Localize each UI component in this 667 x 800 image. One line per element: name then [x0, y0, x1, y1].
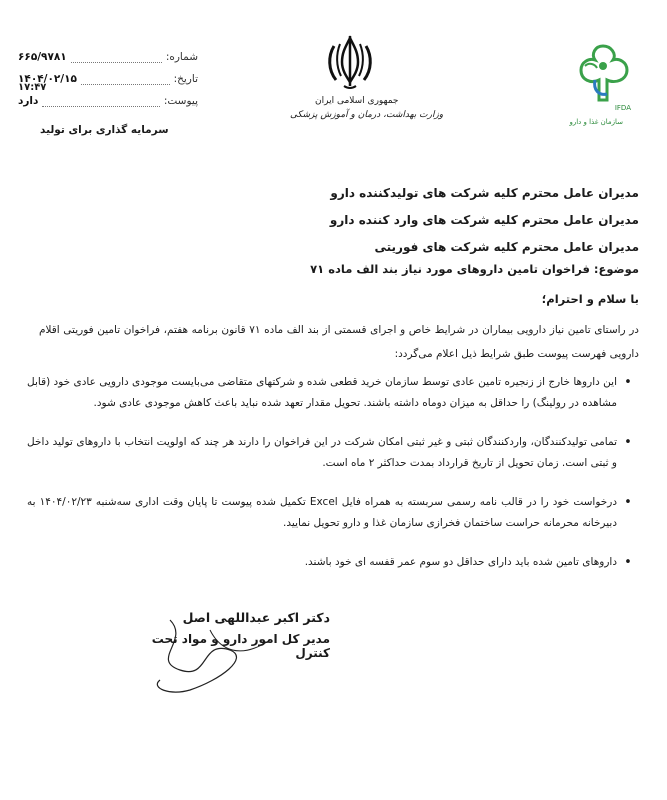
date-value: ۱۴۰۴/۰۲/۱۵ — [18, 73, 77, 85]
number-label: شماره: — [165, 51, 198, 63]
list-item-text: داروهای تامین شده باید دارای حداقل دو سوم عمر قفسه ای خود باشند. — [304, 556, 617, 568]
recipient-line: مدیران عامل محترم کلیه شرکت های فوریتی — [374, 240, 639, 254]
attachment-value: دارد — [18, 95, 39, 107]
recipients-block — [79, 180, 639, 261]
date-label: تاریخ: — [173, 73, 198, 85]
conditions-list — [27, 372, 639, 591]
list-item — [27, 492, 639, 534]
list-item — [27, 552, 639, 573]
list-item-text: درخواست خود را در قالب نامه رسمی سربسته به همراه فایل Excel تکمیل شده پیوست تا پایان وقت اداری سه‌شنبه ۱۴۰۴/۰۲/۲۳ به دبیرخانه محرمانه حراست ساختمان فخرازی سازمان غذا و دارو تحویل نمایید. — [27, 496, 618, 529]
ifda-caption-text: سازمان غذا و دارو — [569, 118, 623, 126]
bullet-icon: • — [624, 375, 632, 390]
attachment-label: پیوست: — [163, 95, 198, 107]
list-item-text: این داروها خارج از زنجیره تامین عادی توسط سازمان خرید قطعی شده و شرکتهای متقاضی می‌بایست موجودی دارویی عادی خود (قابل مشاهده در رولینگ) را حداقل به میزان دوماه داشته باشند. تحویل مقدار تعهد شده نباید باعث کاهش موجودی عادی شود. — [27, 376, 617, 409]
emblem-ministry-text: وزارت بهداشت، درمان و آموزش پزشکی — [290, 110, 444, 120]
letter-subheader: سرمایه گذاری برای تولید — [40, 124, 169, 136]
greeting-line: با سلام و احترام؛ — [541, 292, 639, 306]
iran-emblem-icon — [310, 32, 390, 96]
bullet-icon: • — [624, 555, 632, 570]
subject-line: موضوع: فراخوان تامین داروهای مورد نیاز بند الف ماده ۷۱ — [310, 262, 639, 276]
number-value: ۶۶۵/۹۷۸۱ — [18, 51, 67, 63]
ifda-logo-icon — [569, 40, 639, 130]
letter-meta — [18, 46, 198, 112]
signatory-name: دکتر اکبر عبداللهی اصل — [182, 610, 330, 625]
signatory-title: مدیر کل امور دارو و مواد تحت کنترل — [151, 632, 330, 660]
intro-paragraph: در راستای تامین نیاز دارویی بیماران در شرایط خاص و اجرای قسمتی از بند الف ماده ۷۱ قانون برنامه هفتم، فراخوان تامین فوریتی اقلام دارویی فهرست پیوست طبق شرایط ذیل اعلام می‌گردد: — [39, 324, 639, 360]
ifda-tag-text: IFDA — [614, 104, 631, 112]
recipient-line: مدیران عامل محترم کلیه شرکت های تولیدکننده دارو — [330, 186, 639, 200]
recipient-line: مدیران عامل محترم کلیه شرکت های وارد کننده دارو — [329, 213, 639, 227]
list-item — [27, 432, 639, 474]
list-item-text: تمامی تولیدکنندگان، واردکنندگان ثبتی و غیر ثبتی امکان شرکت در این فراخوان را دارند هر چند که اولویت انتخاب با داروهای تولید داخل و ثبتی است. زمان تحویل از تاریخ قرارداد بمدت حداکثر ۲ ماه است. — [27, 436, 617, 469]
emblem-country-text: جمهوری اسلامی ایران — [315, 96, 399, 106]
attachment-row — [18, 90, 198, 112]
number-row — [18, 46, 198, 68]
bullet-icon: • — [624, 435, 632, 450]
list-item — [27, 372, 639, 414]
time-value: ۱۷:۴۷ — [18, 82, 47, 93]
bullet-icon: • — [624, 495, 632, 510]
